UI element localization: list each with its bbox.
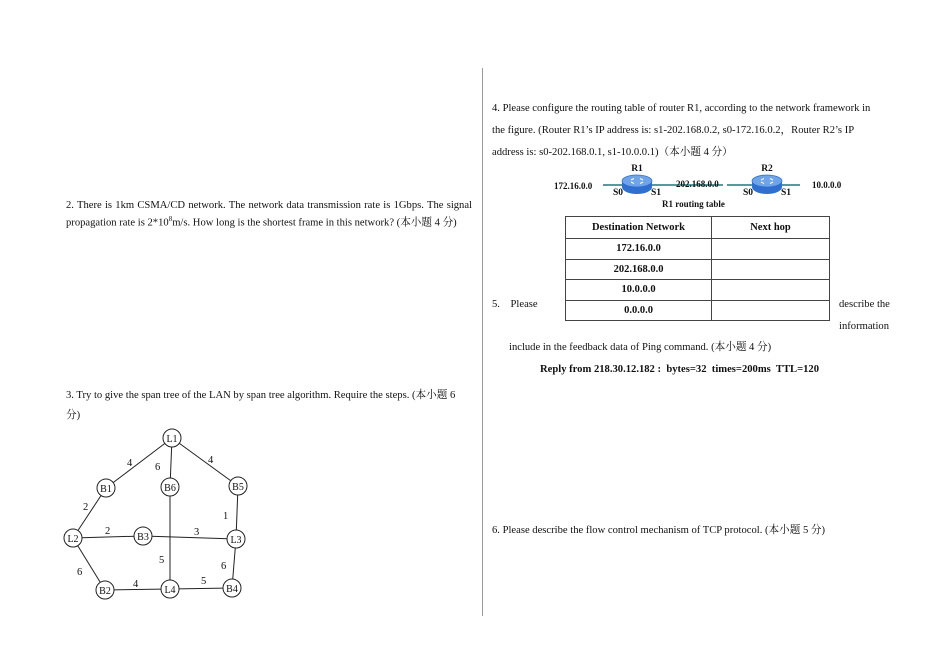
table-row [566, 300, 830, 321]
header-destination: Destination Network [566, 217, 712, 239]
next-hop-cell [712, 259, 830, 280]
node-b4 [223, 579, 241, 597]
table-header-row [566, 217, 830, 239]
w-b1-l2: 2 [83, 502, 89, 513]
router-r2-icon [752, 175, 782, 194]
router-r1-icon [622, 175, 652, 194]
net-mid-label: 202.168.0.0 [676, 179, 719, 189]
dest-cell: 10.0.0.0 [566, 280, 712, 301]
w-l1-b6: 6 [155, 462, 161, 473]
q5-suffix-1: describe the [839, 299, 890, 310]
net-left-label: 172.16.0.0 [554, 181, 593, 191]
node-b2 [96, 581, 114, 599]
next-hop-cell [712, 280, 830, 301]
q2-text-a: 2. There is 1km CSMA/CD network. The network data transmission rate is 1Gbps. The signal propagation rate is 2*10 [66, 200, 472, 229]
svg-text:B6: B6 [164, 483, 176, 494]
question-6: 6. Please describe the flow control mechanism of TCP protocol. (本小题 5 分) [492, 525, 826, 536]
net-right-label: 10.0.0.0 [812, 180, 842, 190]
w-l1-b5: 4 [208, 455, 214, 466]
w-b2-l4: 4 [133, 579, 139, 590]
w-l1-b1: 4 [127, 458, 133, 469]
svg-text:L1: L1 [166, 434, 178, 445]
node-l1 [163, 429, 181, 447]
q5-line-2: include in the feedback data of Ping command. (本小题 4 分) [509, 342, 772, 353]
q5-suffix-2: information [839, 321, 890, 332]
next-hop-cell [712, 300, 830, 321]
network-diagram [545, 160, 865, 212]
q2-exponent: 8 [168, 215, 173, 224]
svg-text:L2: L2 [67, 534, 79, 545]
question-2 [66, 198, 472, 232]
routing-table-caption: R1 routing table [662, 199, 725, 209]
ping-reply: Reply from 218.30.12.182 : bytes=32 times=200ms TTL=120 [540, 364, 820, 375]
table-row [566, 280, 830, 301]
node-b3 [134, 527, 152, 545]
lan-graph [55, 425, 265, 605]
r2-s1-label: S1 [780, 188, 792, 198]
edge-l1-b1 [106, 438, 172, 488]
svg-text:L3: L3 [230, 535, 242, 546]
node-l4 [161, 580, 179, 598]
dest-cell: 172.16.0.0 [566, 239, 712, 260]
q4-line-1: 4. Please configure the routing table of router R1, according to the network framework in [492, 103, 871, 114]
r1-label: R1 [631, 164, 643, 174]
node-l3 [227, 530, 245, 548]
edge-b3-l3 [143, 536, 236, 539]
edge-l1-b5 [172, 438, 238, 486]
w-l3-b4: 6 [221, 561, 227, 572]
svg-text:L4: L4 [164, 585, 176, 596]
routing-table [565, 216, 830, 321]
r2-label: R2 [761, 164, 773, 174]
dest-cell: 0.0.0.0 [566, 300, 712, 321]
question-3: 3. Try to give the span tree of the LAN by span tree algorithm. Require the steps. (本小题 6 分) [66, 390, 456, 422]
w-b3-l3: 3 [194, 527, 200, 538]
w-l2-b2: 6 [77, 567, 83, 578]
table-row [566, 239, 830, 260]
svg-text:B1: B1 [100, 484, 112, 495]
node-b1 [97, 479, 115, 497]
r1-s0-label: S0 [612, 188, 624, 198]
node-l2 [64, 529, 82, 547]
next-hop-cell [712, 239, 830, 260]
node-b6 [161, 478, 179, 496]
header-next-hop: Next hop [712, 217, 830, 239]
w-l4-b4: 5 [201, 576, 207, 587]
r1-s1-label: S1 [650, 188, 662, 198]
w-b6-l4: 5 [159, 555, 165, 566]
q4-line-3: address is: s0-202.168.0.1, s1-10.0.0.1)（本小题 4 分） [492, 147, 733, 158]
w-b5-l3: 1 [223, 511, 229, 522]
w-l2-b3: 2 [105, 526, 111, 537]
table-row [566, 259, 830, 280]
q5-prefix: 5. Please [492, 299, 538, 310]
r2-s0-label: S0 [742, 188, 754, 198]
q4-line-2: the figure. (Router R1’s IP address is: s1-202.168.0.2, s0-172.16.0.2，Router R2’s IP [492, 125, 855, 136]
dest-cell: 202.168.0.0 [566, 259, 712, 280]
node-b5 [229, 477, 247, 495]
svg-text:B5: B5 [232, 482, 244, 493]
svg-text:B4: B4 [226, 584, 238, 595]
question-4 [492, 98, 892, 164]
q2-text-b: m/s. How long is the shortest frame in this network? (本小题 4 分) [172, 217, 457, 229]
svg-text:B2: B2 [99, 586, 111, 597]
svg-text:B3: B3 [137, 532, 149, 543]
column-divider [482, 68, 483, 616]
